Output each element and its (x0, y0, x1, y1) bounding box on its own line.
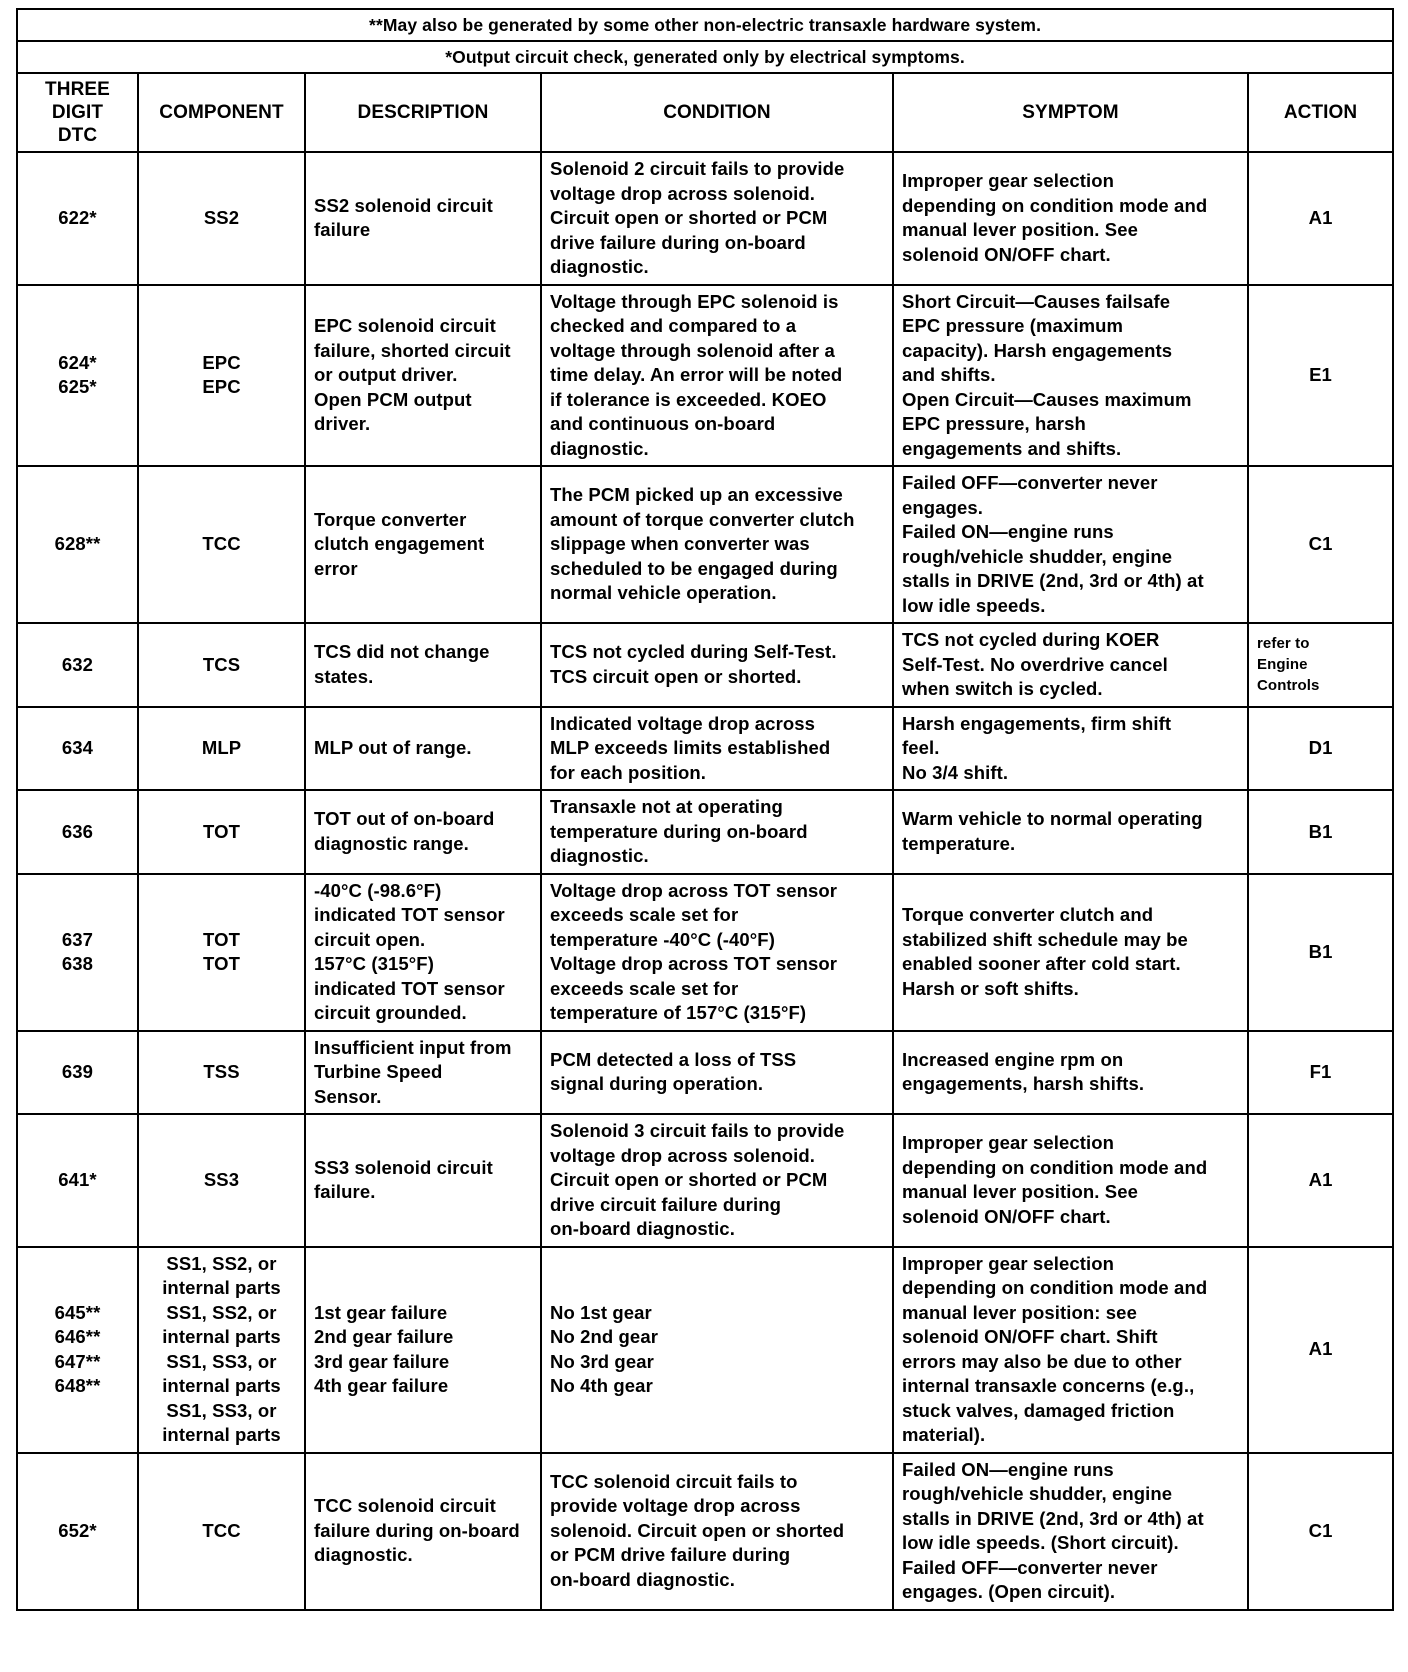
action-line: A1 (1308, 1169, 1333, 1190)
symptom-line: Improper gear selection (902, 1132, 1115, 1154)
symptom-line: manual lever position. See (902, 1181, 1138, 1203)
condition-line: Transaxle not at operating (550, 796, 783, 817)
description-line: failure during on-board (314, 1519, 520, 1541)
dtc-cell (17, 466, 138, 623)
component-line: TCS (202, 653, 241, 675)
component-cell (138, 623, 305, 707)
component-line: SS2 (203, 207, 240, 228)
condition-line: slippage when converter was (550, 533, 810, 555)
component-cell (138, 1247, 305, 1453)
condition-cell (541, 1031, 893, 1115)
symptom-cell (893, 874, 1248, 1031)
table-row (17, 466, 1393, 623)
symptom-line: Improper gear selection (902, 1252, 1115, 1274)
symptom-line: rough/vehicle shudder, engine (902, 1483, 1173, 1504)
description-line: Insufficient input from (314, 1036, 512, 1058)
condition-line: voltage through solenoid after a (550, 339, 835, 361)
action-cell (1248, 1453, 1393, 1610)
condition-line: Indicated voltage drop across (550, 712, 816, 734)
dtc-cell (17, 623, 138, 707)
condition-line: voltage drop across solenoid. (550, 182, 816, 204)
symptom-line: Failed ON—engine runs (902, 521, 1114, 542)
header-symptom: SYMPTOM (893, 73, 1248, 152)
condition-line: No 4th gear (550, 1375, 653, 1396)
dtc-cell (17, 790, 138, 874)
header-description: DESCRIPTION (305, 73, 541, 152)
description-line: 1st gear failure (314, 1301, 448, 1323)
header-component: COMPONENT (138, 73, 305, 152)
description-line: failure (314, 219, 371, 241)
component-line: TSS (203, 1061, 240, 1082)
dtc-cell (17, 285, 138, 467)
condition-line: Voltage drop across TOT sensor (550, 953, 838, 974)
dtc-cell (17, 152, 138, 285)
description-line: clutch engagement (314, 533, 485, 555)
description-cell (305, 285, 541, 467)
condition-line: diagnostic. (550, 256, 649, 277)
symptom-line: errors may also be due to other (902, 1350, 1182, 1372)
condition-cell (541, 285, 893, 467)
component-line: SS1, SS2, or (166, 1252, 277, 1274)
description-line: Open PCM output (314, 388, 472, 410)
dtc-line: 652* (58, 1519, 97, 1541)
description-cell (305, 466, 541, 623)
condition-line: PCM detected a loss of TSS (550, 1048, 797, 1070)
description-line: circuit open. (314, 928, 426, 950)
condition-line: Voltage drop across TOT sensor (550, 879, 838, 901)
condition-line: TCS not cycled during Self-Test. (550, 641, 837, 663)
action-cell (1248, 1031, 1393, 1115)
dtc-line: 637 (61, 928, 94, 950)
description-line: TCS did not change (314, 641, 490, 663)
component-cell (138, 285, 305, 467)
condition-line: Circuit open or shorted or PCM (550, 1169, 828, 1190)
description-line: failure. (314, 1181, 376, 1203)
description-line: failure, shorted circuit (314, 339, 511, 361)
symptom-line: engagements and shifts. (902, 437, 1122, 459)
description-line: indicated TOT sensor (314, 977, 505, 999)
action-cell (1248, 466, 1393, 623)
component-cell (138, 466, 305, 623)
symptom-line: feel. (902, 737, 940, 758)
condition-line: and continuous on-board (550, 413, 776, 434)
description-line: 3rd gear failure (314, 1350, 450, 1372)
condition-line: Solenoid 2 circuit fails to provide (550, 158, 845, 179)
description-line: -40°C (-98.6°F) (314, 879, 442, 901)
action-cell (1248, 707, 1393, 791)
component-cell (138, 874, 305, 1031)
description-line: Sensor. (314, 1085, 382, 1107)
description-line: 157°C (315°F) (314, 953, 434, 974)
component-line: TCC (202, 533, 241, 555)
condition-line: TCS circuit open or shorted. (550, 665, 802, 687)
action-cell (1248, 874, 1393, 1031)
condition-line: diagnostic. (550, 437, 649, 459)
condition-line: temperature during on-board (550, 820, 808, 842)
symptom-line: depending on condition mode and (902, 1156, 1208, 1178)
condition-cell (541, 790, 893, 874)
header-dtc-line: DTC (57, 125, 98, 146)
action-line: Controls (1257, 677, 1320, 695)
action-cell (1248, 1247, 1393, 1453)
condition-cell (541, 1453, 893, 1610)
description-line: EPC solenoid circuit (314, 315, 496, 336)
condition-line: voltage drop across solenoid. (550, 1144, 816, 1166)
condition-line: or PCM drive failure during (550, 1544, 791, 1566)
symptom-line: solenoid ON/OFF chart. (902, 243, 1111, 265)
condition-line: signal during operation. (550, 1073, 764, 1095)
condition-line: temperature of 157°C (315°F) (550, 1002, 807, 1023)
action-cell (1248, 285, 1393, 467)
dtc-table (16, 8, 1394, 1611)
table-row (17, 707, 1393, 791)
component-line: TOT (203, 820, 240, 842)
condition-cell (541, 152, 893, 285)
dtc-line: 638 (61, 953, 94, 974)
description-cell (305, 707, 541, 791)
condition-line: exceeds scale set for (550, 904, 739, 925)
symptom-line: low idle speeds. (902, 594, 1046, 616)
description-line: 2nd gear failure (314, 1326, 454, 1347)
symptom-line: engages. (Open circuit). (902, 1581, 1116, 1602)
component-line: TOT (203, 928, 240, 950)
condition-cell (541, 874, 893, 1031)
table-row (17, 285, 1393, 467)
description-line: MLP out of range. (314, 737, 472, 758)
component-line: internal parts (162, 1375, 281, 1396)
description-line: Torque converter (314, 508, 467, 530)
dtc-line: 625* (58, 376, 97, 398)
dtc-cell (17, 874, 138, 1031)
component-line: SS1, SS3, or (166, 1399, 277, 1421)
condition-line: solenoid. Circuit open or shorted (550, 1519, 845, 1541)
header-dtc-line: DIGIT (51, 102, 104, 123)
action-line: C1 (1308, 533, 1333, 555)
description-cell (305, 874, 541, 1031)
symptom-line: Increased engine rpm on (902, 1048, 1124, 1070)
symptom-line: enabled sooner after cold start. (902, 953, 1181, 974)
dtc-cell (17, 1114, 138, 1247)
symptom-cell (893, 1453, 1248, 1610)
table-row (17, 790, 1393, 874)
condition-line: The PCM picked up an excessive (550, 484, 843, 506)
action-line: refer to (1257, 635, 1310, 653)
dtc-line: 634 (61, 737, 94, 758)
header-row (17, 73, 1393, 152)
condition-line: Circuit open or shorted or PCM (550, 207, 828, 228)
dtc-line: 628** (54, 533, 101, 555)
footnote-double-asterisk: **May also be generated by some other non-electric transaxle hardware system. (17, 9, 1393, 41)
symptom-line: Harsh or soft shifts. (902, 977, 1079, 999)
condition-line: amount of torque converter clutch (550, 508, 855, 530)
header-dtc-line: THREE (45, 79, 110, 100)
table-row (17, 1453, 1393, 1610)
dtc-cell (17, 707, 138, 791)
dtc-line: 645** (54, 1301, 101, 1323)
component-line: internal parts (162, 1326, 281, 1347)
component-cell (138, 707, 305, 791)
condition-line: on-board diagnostic. (550, 1568, 735, 1590)
action-line: A1 (1308, 207, 1333, 228)
symptom-line: temperature. (902, 832, 1016, 854)
condition-cell (541, 1114, 893, 1247)
condition-line: Voltage through EPC solenoid is (550, 290, 839, 312)
table-row (17, 874, 1393, 1031)
dtc-line: 648** (54, 1375, 101, 1396)
symptom-line: Improper gear selection (902, 170, 1115, 192)
condition-line: normal vehicle operation. (550, 582, 777, 604)
symptom-line: Failed OFF—converter never (902, 472, 1158, 493)
dtc-document (16, 8, 1392, 1611)
table-row (17, 623, 1393, 707)
symptom-line: when switch is cycled. (902, 678, 1103, 699)
table-row (17, 1031, 1393, 1115)
action-line: B1 (1308, 940, 1333, 962)
dtc-line: 636 (61, 820, 94, 842)
dtc-cell (17, 1031, 138, 1115)
action-line: A1 (1308, 1338, 1333, 1360)
description-cell (305, 1031, 541, 1115)
table-row (17, 152, 1393, 285)
action-cell (1248, 152, 1393, 285)
condition-line: diagnostic. (550, 845, 649, 866)
symptom-line: low idle speeds. (Short circuit). (902, 1532, 1179, 1553)
symptom-line: Torque converter clutch and (902, 904, 1154, 925)
symptom-line: depending on condition mode and (902, 194, 1208, 216)
symptom-cell (893, 790, 1248, 874)
symptom-line: stalls in DRIVE (2nd, 3rd or 4th) at (902, 570, 1204, 591)
symptom-line: solenoid ON/OFF chart. (902, 1205, 1111, 1227)
condition-line: Solenoid 3 circuit fails to provide (550, 1120, 845, 1141)
symptom-line: No 3/4 shift. (902, 761, 1009, 783)
description-cell (305, 1453, 541, 1610)
description-line: diagnostic range. (314, 832, 469, 854)
component-line: TOT (203, 953, 240, 974)
action-line: E1 (1309, 364, 1332, 385)
condition-cell (541, 1247, 893, 1453)
condition-line: No 1st gear (550, 1301, 652, 1323)
symptom-line: Warm vehicle to normal operating (902, 808, 1203, 830)
action-line: B1 (1308, 820, 1333, 842)
description-line: driver. (314, 413, 371, 434)
description-cell (305, 1114, 541, 1247)
condition-line: No 2nd gear (550, 1326, 659, 1347)
condition-cell (541, 707, 893, 791)
header-condition: CONDITION (541, 73, 893, 152)
description-line: circuit grounded. (314, 1002, 467, 1023)
table-row (17, 1247, 1393, 1453)
symptom-line: material). (902, 1424, 986, 1445)
dtc-line: 646** (54, 1326, 101, 1347)
condition-cell (541, 466, 893, 623)
symptom-line: manual lever position. See (902, 219, 1138, 241)
condition-line: time delay. An error will be noted (550, 364, 843, 385)
header-action: ACTION (1248, 73, 1393, 152)
description-cell (305, 1247, 541, 1453)
description-line: 4th gear failure (314, 1375, 449, 1396)
component-line: EPC (202, 351, 241, 373)
symptom-line: stalls in DRIVE (2nd, 3rd or 4th) at (902, 1507, 1204, 1529)
table-row (17, 1114, 1393, 1247)
dtc-cell (17, 1453, 138, 1610)
component-line: SS1, SS2, or (166, 1301, 277, 1323)
description-line: diagnostic. (314, 1544, 413, 1566)
description-line: error (314, 557, 358, 579)
symptom-line: Failed ON—engine runs (902, 1458, 1114, 1480)
symptom-line: Short Circuit—Causes failsafe (902, 290, 1171, 312)
condition-line: scheduled to be engaged during (550, 557, 838, 579)
symptom-cell (893, 1031, 1248, 1115)
symptom-line: Harsh engagements, firm shift (902, 712, 1172, 734)
symptom-line: solenoid ON/OFF chart. Shift (902, 1326, 1158, 1347)
component-line: SS1, SS3, or (166, 1350, 277, 1372)
action-line: D1 (1308, 737, 1333, 758)
component-cell (138, 1114, 305, 1247)
description-cell (305, 623, 541, 707)
dtc-cell (17, 1247, 138, 1453)
component-line: SS3 (203, 1169, 240, 1190)
dtc-line: 622* (58, 207, 97, 228)
action-line: C1 (1308, 1519, 1333, 1541)
symptom-line: and shifts. (902, 364, 996, 385)
symptom-cell (893, 1114, 1248, 1247)
symptom-line: rough/vehicle shudder, engine (902, 545, 1173, 567)
symptom-line: internal transaxle concerns (e.g., (902, 1375, 1195, 1396)
action-line: Engine (1257, 656, 1308, 674)
component-cell (138, 1453, 305, 1610)
symptom-line: depending on condition mode and (902, 1277, 1208, 1298)
component-line: internal parts (162, 1424, 281, 1445)
description-cell (305, 152, 541, 285)
symptom-line: engages. (902, 496, 983, 518)
condition-line: if tolerance is exceeded. KOEO (550, 388, 827, 410)
dtc-line: 641* (58, 1169, 97, 1190)
symptom-line: manual lever position: see (902, 1301, 1137, 1323)
condition-line: No 3rd gear (550, 1350, 654, 1372)
action-cell (1248, 623, 1393, 707)
component-line: TCC (202, 1519, 241, 1541)
header-dtc (17, 73, 138, 152)
description-line: TOT out of on-board (314, 808, 495, 830)
component-cell (138, 152, 305, 285)
symptom-line: EPC pressure, harsh (902, 413, 1086, 434)
description-line: states. (314, 665, 374, 687)
symptom-cell (893, 285, 1248, 467)
description-line: TCC solenoid circuit (314, 1495, 496, 1517)
symptom-cell (893, 1247, 1248, 1453)
component-cell (138, 790, 305, 874)
dtc-line: 632 (61, 653, 94, 675)
symptom-line: Self-Test. No overdrive cancel (902, 653, 1168, 675)
condition-line: temperature -40°C (-40°F) (550, 928, 775, 950)
condition-cell (541, 623, 893, 707)
symptom-cell (893, 466, 1248, 623)
description-line: Turbine Speed (314, 1061, 443, 1082)
symptom-line: Open Circuit—Causes maximum (902, 388, 1192, 410)
component-line: MLP (201, 737, 242, 758)
description-line: or output driver. (314, 364, 458, 385)
condition-line: on-board diagnostic. (550, 1218, 735, 1239)
symptom-cell (893, 623, 1248, 707)
condition-line: exceeds scale set for (550, 977, 739, 999)
symptom-line: Failed OFF—converter never (902, 1556, 1158, 1578)
description-line: SS2 solenoid circuit (314, 194, 493, 216)
condition-line: TCC solenoid circuit fails to (550, 1470, 798, 1492)
description-line: indicated TOT sensor (314, 904, 505, 925)
dtc-line: 624* (58, 351, 97, 373)
action-cell (1248, 1114, 1393, 1247)
dtc-line: 639 (61, 1061, 94, 1082)
condition-line: drive failure during on-board (550, 231, 806, 253)
condition-line: provide voltage drop across (550, 1495, 801, 1517)
footnote-single-asterisk: *Output circuit check, generated only by electrical symptoms. (17, 41, 1393, 73)
symptom-line: capacity). Harsh engagements (902, 339, 1173, 361)
condition-line: for each position. (550, 761, 706, 783)
symptom-cell (893, 152, 1248, 285)
condition-line: drive circuit failure during (550, 1193, 782, 1215)
symptom-line: EPC pressure (maximum (902, 315, 1124, 336)
component-line: EPC (202, 376, 241, 398)
description-line: SS3 solenoid circuit (314, 1156, 493, 1178)
action-cell (1248, 790, 1393, 874)
symptom-line: stabilized shift schedule may be (902, 928, 1188, 950)
condition-line: checked and compared to a (550, 315, 797, 336)
condition-line: MLP exceeds limits established (550, 737, 831, 758)
symptom-line: engagements, harsh shifts. (902, 1073, 1145, 1095)
symptom-cell (893, 707, 1248, 791)
description-cell (305, 790, 541, 874)
symptom-line: TCS not cycled during KOER (902, 629, 1160, 650)
symptom-line: stuck valves, damaged friction (902, 1399, 1175, 1421)
action-line: F1 (1309, 1061, 1332, 1082)
component-line: internal parts (162, 1277, 281, 1298)
dtc-line: 647** (54, 1350, 101, 1372)
component-cell (138, 1031, 305, 1115)
